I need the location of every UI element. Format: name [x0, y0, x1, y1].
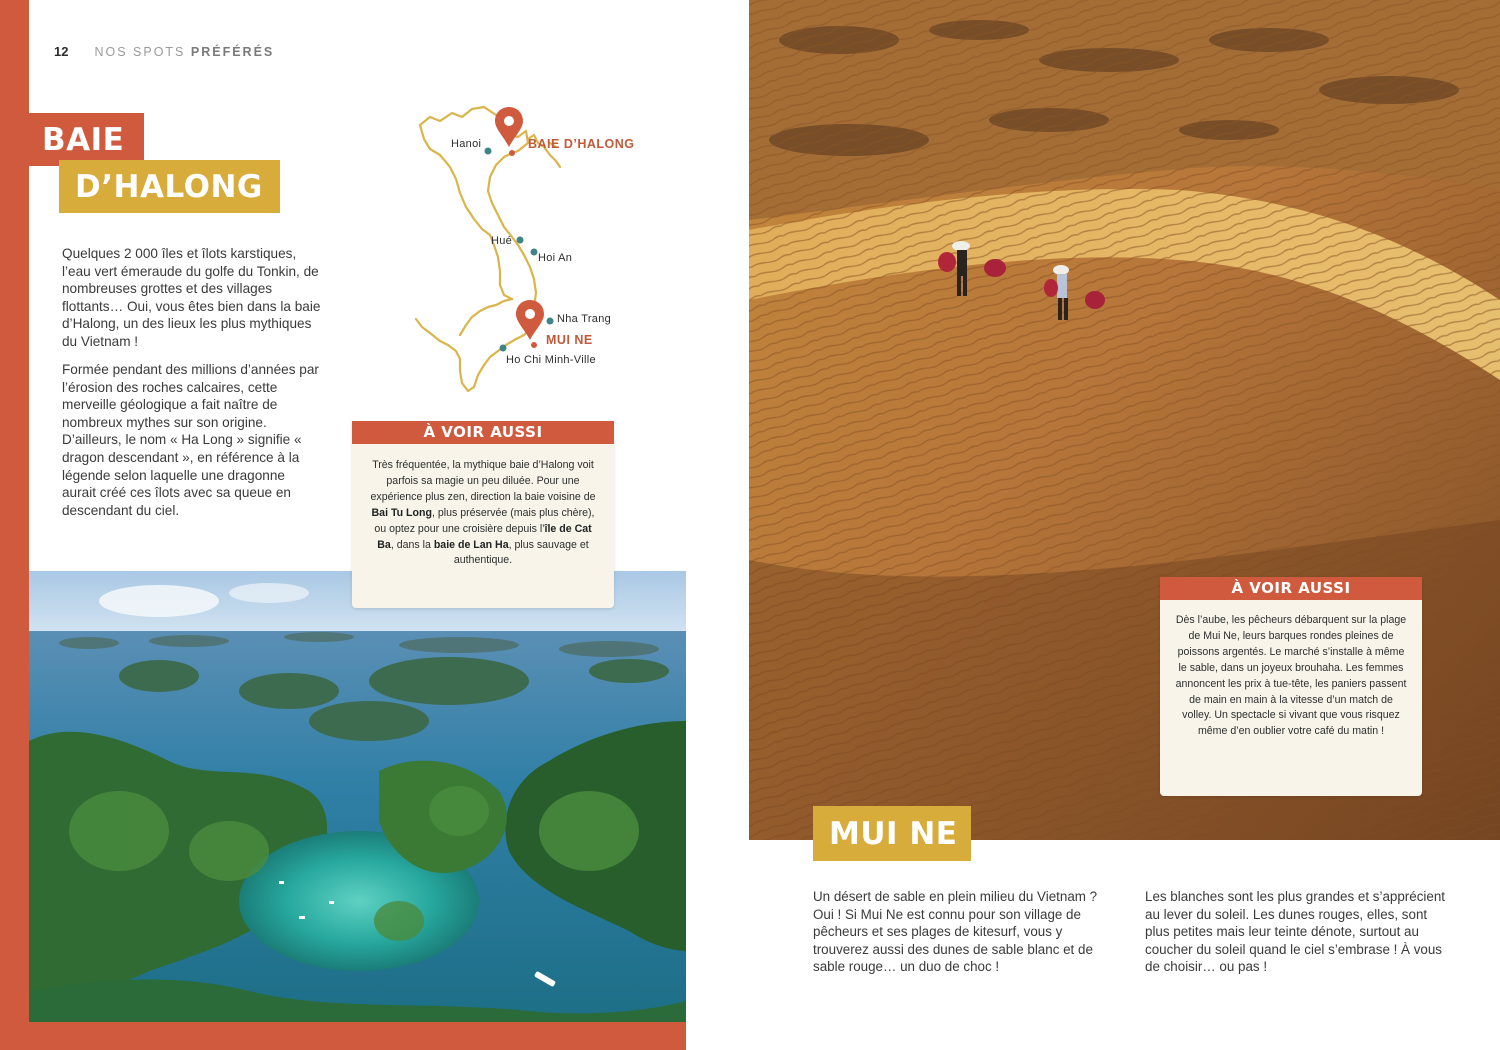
- halong-see-also-box: [352, 421, 614, 608]
- see-also-body: Dès l’aube, les pêcheurs débarquent sur la plage de Mui Ne, leurs barques rondes pleines de poissons argentés. Le marché s’installe à même le sable, dans un joyeux brouhaha. Les femmes annoncent les prix à tue-tête, les paniers passent de main en main à la vitesse d’un match de volley. Un spectacle si vivant que vous risquez même d’en oublier votre café du matin !: [1175, 614, 1407, 738]
- mui-ne-dot-icon: [531, 342, 537, 348]
- left-page-bottom-band: [0, 1022, 686, 1050]
- map-label-hoi-an: Hoi An: [538, 252, 573, 264]
- hue-dot-icon: [517, 237, 524, 244]
- see-also-heading: À VOIR AUSSI: [352, 421, 614, 444]
- halong-pin-icon: [495, 107, 523, 147]
- hcmc-dot-icon: [500, 345, 507, 352]
- vietnam-map: [400, 95, 660, 405]
- hoi-an-dot-icon: [531, 249, 538, 256]
- left-page-edge-band: [0, 0, 29, 1050]
- see-also-text: , plus sauvage et authentique.: [453, 538, 589, 567]
- halong-landscape-image: [29, 571, 686, 1022]
- page-number: 12: [54, 44, 69, 59]
- see-also-text: Très fréquentée, la mythique baie d’Halong voit parfois sa magie un peu diluée. Pour une expérience plus zen, direction la baie voisine de: [370, 459, 596, 503]
- see-also-place-cat-ba: île de Cat Ba: [377, 522, 592, 551]
- mui-ne-dunes-paragraph: Les blanches sont les plus grandes et s’apprécient au lever du soleil. Les dunes rouges, elles, sont plus petites mais leur teinte dénote, surtout au coucher du soleil quand le ciel s’embrase ! À vous de choisir… ou pas !: [1145, 889, 1445, 975]
- see-also-place-bai-tu-long: Bai Tu Long: [371, 506, 432, 519]
- see-also-place-lan-ha: baie de Lan Ha: [433, 538, 509, 551]
- see-also-heading: À VOIR AUSSI: [1160, 577, 1422, 600]
- see-also-body: [352, 444, 614, 569]
- map-label-hanoi: Hanoi: [451, 138, 482, 150]
- map-label-halong: BAIE D’HALONG: [528, 137, 635, 151]
- map-label-hcmc: Ho Chi Minh-Ville: [506, 354, 596, 366]
- hanoi-dot-icon: [485, 148, 492, 155]
- section-label-light: NOS SPOTS: [94, 45, 191, 59]
- halong-dot-icon: [509, 150, 515, 156]
- title-halong-line2: D’HALONG: [59, 160, 280, 213]
- mui-ne-intro-paragraph: Un désert de sable en plein milieu du Vietnam ? Oui ! Si Mui Ne est connu pour son village de pêcheurs et ses plages de kitesurf, vous y trouverez aussi des dunes de sable blanc et de sable rouge… un duo de choc !: [813, 889, 1098, 975]
- see-also-text: , dans la: [390, 538, 434, 551]
- halong-bay-photo: [29, 571, 686, 1022]
- halong-intro-paragraph: Quelques 2 000 îles et îlots karstiques, l’eau vert émeraude du golfe du Tonkin, de nombreuses grottes et des villages flottants… Oui, vous êtes bien dans la baie d’Halong, un des lieux les plus mythiques du Vietnam !: [62, 246, 321, 349]
- halong-legend-paragraph: Formée pendant des millions d’années par l’érosion des roches calcaires, cette merveille géologique a fait naître de nombreux mythes sur son origine. D’ailleurs, le nom « Ha Long » signifie « dragon descendant », en référence à la légende selon laquelle une dragonne aurait créé ces îlots avec sa queue en descendant du ciel.: [62, 362, 319, 518]
- map-label-hue: Hué: [491, 235, 513, 247]
- section-label-bold: PRÉFÉRÉS: [190, 45, 275, 59]
- see-also-text: , plus préservée (mais plus chère), ou optez pour une croisière depuis l’: [374, 506, 595, 535]
- title-halong-line1: BAIE: [29, 113, 144, 166]
- title-mui-ne: MUI NE: [813, 806, 971, 861]
- section-label: [94, 45, 274, 59]
- mui-ne-see-also-box: [1160, 577, 1422, 796]
- map-label-mui-ne: MUI NE: [546, 333, 593, 347]
- nha-trang-dot-icon: [547, 318, 554, 325]
- mui-ne-pin-icon: [516, 300, 544, 340]
- map-label-nha-trang: Nha Trang: [557, 313, 612, 325]
- running-head: [54, 44, 274, 59]
